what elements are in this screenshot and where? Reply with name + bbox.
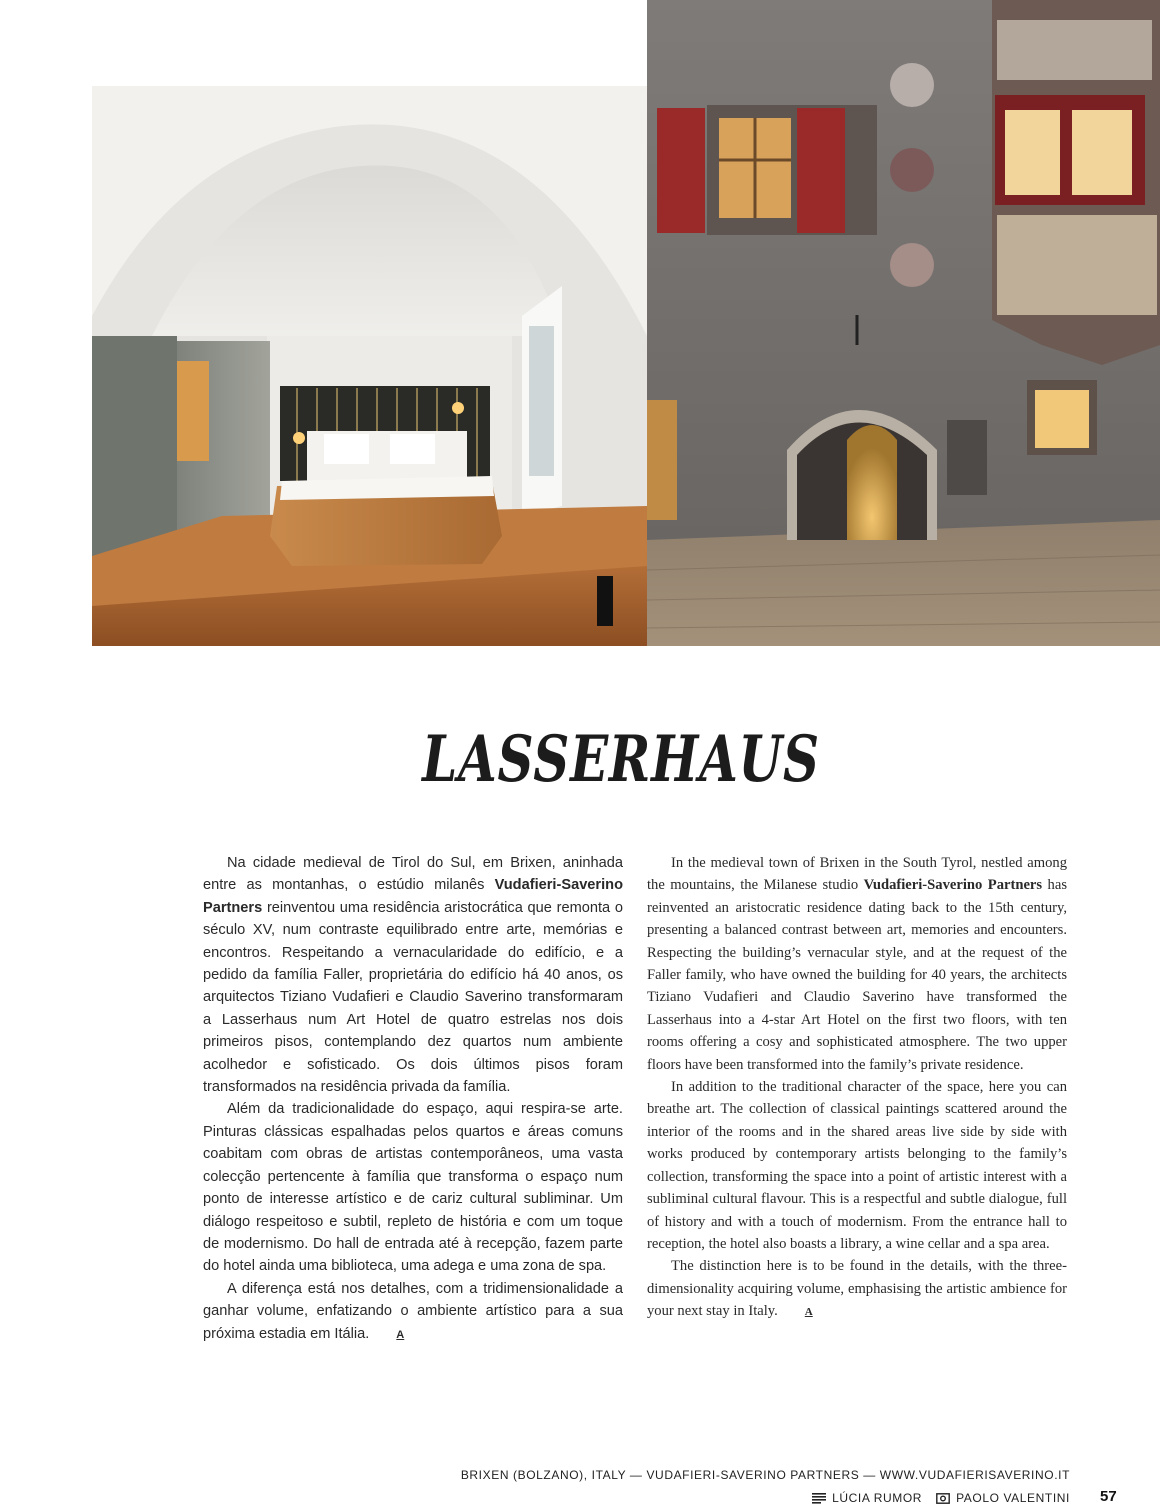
- portuguese-text-column: [203, 852, 623, 1346]
- en-paragraph-1: In the medieval town of Brixen in the South Tyrol, nestled among the mountains, the Milanese studio Vudafieri-Saverino Partners has reinvented an aristocratic residence dating back to the 15th century, presenting a balanced contrast between art, memories and encounters. Respecting the building’s vernacular style, and at the request of the Faller family, who have owned the building for 40 years, the architects Tiziano Vudafieri and Claudio Saverino have transformed the Lasserhaus into a 4-star Art Hotel on the first two floors, with ten rooms offering a cosy and sophisticated atmosphere. The two upper floors have been transformed into the family’s private residence.: [647, 855, 1068, 1073]
- en-paragraph-2: In addition to the traditional character of the space, here you can breathe art. The collection of classical paintings scattered around the interior of the rooms and in the shared areas live side by side with works produced by contemporary artists belonging to the family’s collection, transforming the space into a point of artistic interest with a subliminal cultural flavour. This is a respectful and subtle dialogue, full of history and with a touch of modernism. From the entrance hall to reception, the hotel also boasts a library, a wine cellar and a spa area.: [647, 1079, 1067, 1252]
- bedroom-photo: [92, 86, 647, 646]
- author-credits: [812, 1491, 1070, 1505]
- photo-credit: PAOLO VALENTINI: [956, 1491, 1070, 1505]
- article-title: LASSERHAUS: [422, 722, 820, 797]
- location-credit-line: BRIXEN (BOLZANO), ITALY — VUDAFIERI-SAVERINO PARTNERS — WWW.VUDAFIERISAVERINO.IT: [460, 1468, 1070, 1482]
- english-text-column: [647, 852, 1067, 1324]
- pt-paragraph-2: Além da tradicionalidade do espaço, aqui respira-se arte. Pinturas clássicas espalhadas pelos quartos e áreas comuns coabitam com obras de artistas contemporâneos, uma vasta colecção pertencente à família que transforma o espaço num ponto de interesse artístico e de cariz cultural subliminar. Um diálogo respeitoso e subtil, repleto de história e com um toque de modernismo. Do hall de entrada até à recepção, fazem parte do hotel ainda uma biblioteca, uma adega e uma zona de spa.: [203, 1101, 623, 1275]
- text-credit: LÚCIA RUMOR: [832, 1491, 923, 1505]
- camera-icon: [936, 1493, 950, 1504]
- pt-studio-name: Vudafieri-Saverino Partners: [203, 877, 623, 916]
- facade-photo: [647, 0, 1160, 646]
- pt-paragraph-1: Na cidade medieval de Tirol do Sul, em Brixen, aninhada entre as montanhas, o estúdio milanês Vudafieri-Saverino Partners reinventou uma residência aristocrática que remonta o século XV, num contraste equilibrado entre arte, memórias e encontros. Respeitando a vernacularidade do edifício, e a pedido da família Faller, proprietária do edifício há 40 anos, os arquitectos Tiziano Vudafieri e Claudio Saverino transformaram a Lasserhaus num Art Hotel de quatro estrelas nos dois primeiros pisos, contemplando dez quartos num ambiente acolhedor e sofisticado. Os dois últimos pisos foram transformados na residência privada da família.: [203, 855, 623, 1096]
- page-number: 57: [1100, 1488, 1117, 1505]
- end-mark-icon: A: [396, 1328, 405, 1341]
- en-studio-name: Vudafieri-Saverino Partners: [863, 877, 1043, 894]
- end-mark-icon: A: [804, 1306, 813, 1319]
- en-paragraph-3: The distinction here is to be found in the details, with the three-dimensionality acquiring volume, emphasising the artistic ambience for your next stay in Italy. A: [647, 1255, 1067, 1323]
- text-lines-icon: [812, 1493, 826, 1504]
- pt-paragraph-3: A diferença está nos detalhes, com a tridimensionalidade a ganhar volume, enfatizando o ambiente artístico para a sua próxima estadia em Itália. A: [203, 1278, 623, 1346]
